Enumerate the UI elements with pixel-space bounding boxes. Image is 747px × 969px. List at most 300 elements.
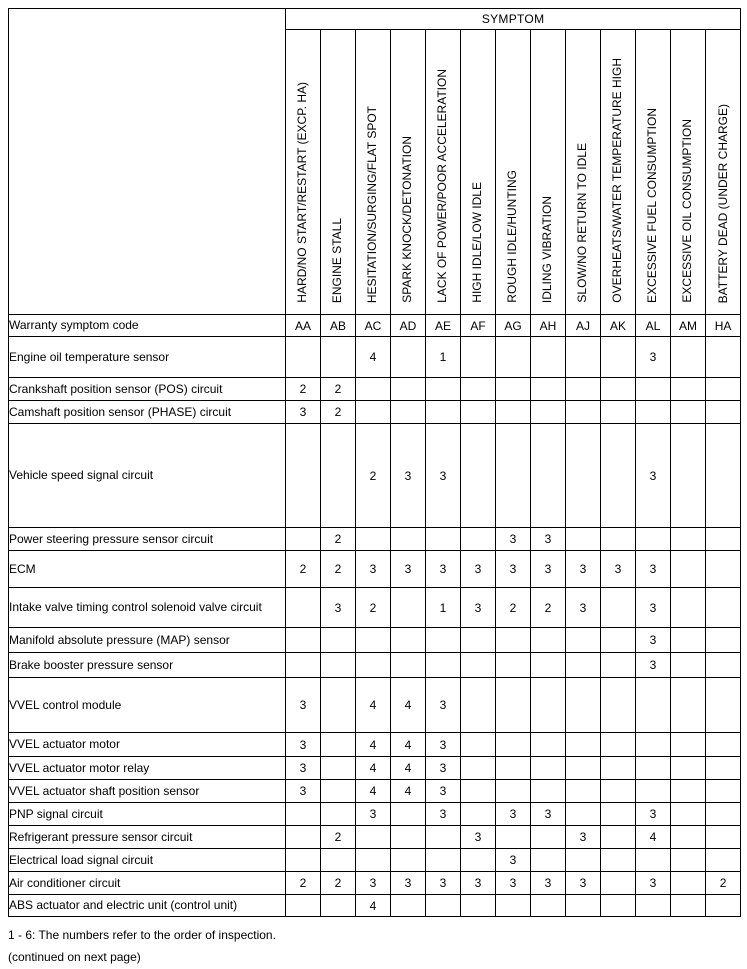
inspection-order-cell: [531, 895, 566, 917]
inspection-order-cell: [671, 757, 706, 780]
warranty-code: AL: [636, 315, 671, 337]
inspection-order-cell: 4: [391, 678, 426, 733]
inspection-order-cell: [531, 401, 566, 424]
inspection-order-cell: 3: [286, 401, 321, 424]
row-label: Air conditioner circuit: [9, 872, 286, 895]
inspection-order-cell: 3: [426, 678, 461, 733]
inspection-order-cell: [496, 757, 531, 780]
inspection-order-cell: [321, 653, 356, 678]
inspection-order-cell: [671, 803, 706, 826]
inspection-order-cell: [636, 895, 671, 917]
inspection-order-cell: [706, 895, 741, 917]
inspection-order-cell: [426, 528, 461, 551]
inspection-order-cell: [706, 757, 741, 780]
inspection-order-cell: [321, 628, 356, 653]
inspection-order-cell: [356, 528, 391, 551]
inspection-order-cell: [671, 826, 706, 849]
symptom-column-header: [426, 30, 461, 315]
inspection-order-cell: [706, 849, 741, 872]
table-row: [9, 424, 741, 528]
inspection-order-cell: [671, 678, 706, 733]
inspection-order-cell: 4: [356, 733, 391, 757]
row-label: VVEL actuator shaft position sensor: [9, 780, 286, 803]
inspection-order-cell: 2: [286, 378, 321, 401]
inspection-order-cell: 3: [286, 733, 321, 757]
inspection-order-cell: [426, 378, 461, 401]
inspection-order-cell: [531, 849, 566, 872]
inspection-order-cell: [496, 378, 531, 401]
warranty-code: AF: [461, 315, 496, 337]
inspection-order-cell: 3: [461, 872, 496, 895]
symptom-column-header: [391, 30, 426, 315]
warranty-code: HA: [706, 315, 741, 337]
inspection-order-cell: [706, 378, 741, 401]
inspection-order-cell: 3: [461, 588, 496, 628]
inspection-order-cell: 3: [636, 628, 671, 653]
inspection-order-cell: 3: [391, 872, 426, 895]
inspection-order-cell: [321, 678, 356, 733]
row-label: Electrical load signal circuit: [9, 849, 286, 872]
table-row: [9, 780, 741, 803]
inspection-order-cell: 1: [426, 588, 461, 628]
inspection-order-cell: 3: [356, 872, 391, 895]
inspection-order-cell: 3: [426, 803, 461, 826]
inspection-order-cell: [601, 628, 636, 653]
symptom-column-header: [636, 30, 671, 315]
inspection-order-cell: [706, 401, 741, 424]
inspection-order-cell: [461, 401, 496, 424]
inspection-order-cell: [356, 849, 391, 872]
inspection-order-cell: [601, 733, 636, 757]
table-row: [9, 588, 741, 628]
inspection-order-cell: 4: [391, 733, 426, 757]
inspection-order-cell: [566, 757, 601, 780]
warranty-code: AE: [426, 315, 461, 337]
warranty-code: AM: [671, 315, 706, 337]
inspection-order-cell: [671, 551, 706, 588]
row-label: Engine oil temperature sensor: [9, 337, 286, 378]
inspection-order-cell: 3: [426, 780, 461, 803]
inspection-order-cell: [636, 528, 671, 551]
row-label: Crankshaft position sensor (POS) circuit: [9, 378, 286, 401]
inspection-order-cell: [636, 733, 671, 757]
table-row: [9, 757, 741, 780]
inspection-order-cell: [601, 780, 636, 803]
inspection-order-cell: 3: [531, 551, 566, 588]
inspection-order-cell: [461, 895, 496, 917]
inspection-order-cell: [601, 895, 636, 917]
table-row: [9, 872, 741, 895]
inspection-order-cell: [671, 628, 706, 653]
table-row: [9, 378, 741, 401]
inspection-order-cell: [636, 757, 671, 780]
inspection-order-cell: [531, 780, 566, 803]
inspection-order-cell: [566, 653, 601, 678]
inspection-order-cell: [671, 733, 706, 757]
inspection-order-cell: [356, 653, 391, 678]
inspection-order-cell: 2: [321, 378, 356, 401]
inspection-order-cell: [566, 401, 601, 424]
symptom-header: SYMPTOM: [286, 9, 741, 30]
inspection-order-cell: [706, 424, 741, 528]
symptom-column-header: [671, 30, 706, 315]
inspection-order-cell: 3: [461, 551, 496, 588]
inspection-order-cell: [531, 337, 566, 378]
symptom-column-label: EXCESSIVE OIL CONSUMPTION: [680, 119, 695, 303]
inspection-order-cell: 4: [391, 757, 426, 780]
inspection-order-cell: 3: [356, 551, 391, 588]
inspection-order-cell: [566, 895, 601, 917]
inspection-order-cell: [461, 337, 496, 378]
inspection-order-cell: [566, 424, 601, 528]
inspection-order-cell: [566, 337, 601, 378]
inspection-order-cell: 3: [496, 803, 531, 826]
inspection-order-cell: [426, 826, 461, 849]
inspection-order-cell: 3: [566, 588, 601, 628]
inspection-order-cell: [391, 401, 426, 424]
inspection-order-cell: [391, 528, 426, 551]
table-row: [9, 678, 741, 733]
inspection-order-cell: [601, 653, 636, 678]
inspection-order-cell: [706, 803, 741, 826]
inspection-order-cell: [391, 337, 426, 378]
inspection-order-cell: [391, 628, 426, 653]
warranty-code: AA: [286, 315, 321, 337]
inspection-order-cell: 2: [706, 872, 741, 895]
symptom-column-label: HARD/NO START/RESTART (EXCP. HA): [295, 82, 310, 303]
inspection-order-cell: [461, 678, 496, 733]
table-row: [9, 849, 741, 872]
inspection-order-cell: [356, 628, 391, 653]
inspection-order-cell: 2: [356, 588, 391, 628]
warranty-code: AD: [391, 315, 426, 337]
inspection-order-cell: [461, 628, 496, 653]
row-label: VVEL actuator motor: [9, 733, 286, 757]
inspection-order-cell: [671, 653, 706, 678]
inspection-order-cell: 2: [286, 872, 321, 895]
inspection-order-cell: [636, 378, 671, 401]
row-label: ECM: [9, 551, 286, 588]
inspection-order-cell: 3: [636, 803, 671, 826]
inspection-order-cell: 4: [356, 678, 391, 733]
inspection-order-cell: 3: [636, 424, 671, 528]
inspection-order-cell: [566, 780, 601, 803]
inspection-order-cell: [706, 628, 741, 653]
symptom-column-label: IDLING VIBRATION: [540, 195, 555, 303]
inspection-order-cell: [496, 780, 531, 803]
inspection-order-cell: [496, 401, 531, 424]
table-row: [9, 628, 741, 653]
inspection-order-cell: [391, 653, 426, 678]
inspection-order-cell: [601, 872, 636, 895]
table-row: [9, 551, 741, 588]
inspection-order-cell: [671, 337, 706, 378]
inspection-order-cell: 4: [356, 757, 391, 780]
inspection-order-cell: [461, 733, 496, 757]
row-label: Power steering pressure sensor circuit: [9, 528, 286, 551]
inspection-order-cell: [286, 653, 321, 678]
inspection-order-cell: [601, 424, 636, 528]
inspection-order-cell: [496, 895, 531, 917]
inspection-order-cell: [321, 733, 356, 757]
table-row: [9, 401, 741, 424]
row-label: PNP signal circuit: [9, 803, 286, 826]
symptom-column-header: [461, 30, 496, 315]
inspection-order-cell: 3: [286, 780, 321, 803]
inspection-order-cell: 3: [391, 551, 426, 588]
inspection-order-cell: [601, 803, 636, 826]
inspection-order-cell: [531, 826, 566, 849]
inspection-order-cell: 4: [356, 337, 391, 378]
inspection-order-cell: [496, 678, 531, 733]
inspection-order-cell: [391, 895, 426, 917]
row-label: Intake valve timing control solenoid valve circuit: [9, 588, 286, 628]
inspection-order-cell: [391, 588, 426, 628]
inspection-order-cell: [286, 849, 321, 872]
inspection-order-cell: [706, 551, 741, 588]
table-row: [9, 803, 741, 826]
inspection-order-cell: [321, 849, 356, 872]
inspection-order-cell: [636, 849, 671, 872]
symptom-column-header: [531, 30, 566, 315]
symptom-column-label: ROUGH IDLE/HUNTING: [505, 170, 520, 303]
symptom-column-label: EXCESSIVE FUEL CONSUMPTION: [645, 108, 660, 303]
inspection-order-cell: [531, 628, 566, 653]
inspection-order-cell: 2: [531, 588, 566, 628]
symptom-column-header: [321, 30, 356, 315]
inspection-order-cell: [601, 337, 636, 378]
inspection-order-cell: 2: [321, 551, 356, 588]
table-row: [9, 528, 741, 551]
inspection-order-cell: 3: [566, 551, 601, 588]
row-label: Manifold absolute pressure (MAP) sensor: [9, 628, 286, 653]
inspection-order-cell: 3: [636, 337, 671, 378]
inspection-order-cell: [601, 678, 636, 733]
inspection-order-cell: [531, 678, 566, 733]
inspection-order-cell: 3: [636, 872, 671, 895]
inspection-order-cell: 3: [426, 872, 461, 895]
inspection-order-cell: [531, 757, 566, 780]
inspection-order-cell: 2: [321, 826, 356, 849]
inspection-order-cell: [461, 757, 496, 780]
inspection-order-cell: 3: [566, 872, 601, 895]
symptom-column-header: [566, 30, 601, 315]
symptom-column-label: BATTERY DEAD (UNDER CHARGE): [715, 103, 730, 303]
inspection-order-cell: [671, 401, 706, 424]
inspection-order-cell: [636, 401, 671, 424]
table-row: [9, 895, 741, 917]
inspection-order-cell: [671, 378, 706, 401]
inspection-order-cell: [391, 826, 426, 849]
warranty-code: AG: [496, 315, 531, 337]
inspection-order-cell: [286, 424, 321, 528]
symptom-column-header: [706, 30, 741, 315]
inspection-order-cell: [461, 780, 496, 803]
table-row: [9, 826, 741, 849]
inspection-order-cell: [671, 588, 706, 628]
inspection-order-cell: 3: [286, 678, 321, 733]
inspection-order-cell: 3: [636, 551, 671, 588]
inspection-order-cell: [496, 733, 531, 757]
inspection-order-cell: [706, 337, 741, 378]
continuation-note: (continued on next page): [8, 950, 141, 964]
row-label: Vehicle speed signal circuit: [9, 424, 286, 528]
symptom-column-label: HIGH IDLE/LOW IDLE: [470, 182, 485, 303]
inspection-order-cell: [671, 424, 706, 528]
inspection-order-cell: [461, 653, 496, 678]
inspection-order-cell: 3: [426, 733, 461, 757]
warranty-code-row: [9, 315, 741, 337]
inspection-order-cell: [531, 733, 566, 757]
inspection-order-cell: [356, 401, 391, 424]
row-label: ABS actuator and electric unit (control unit): [9, 895, 286, 917]
inspection-order-cell: [636, 780, 671, 803]
inspection-order-cell: 3: [496, 528, 531, 551]
symptom-column-label: ENGINE STALL: [330, 217, 345, 303]
inspection-order-cell: [566, 849, 601, 872]
symptom-column-label: SLOW/NO RETURN TO IDLE: [575, 143, 590, 303]
inspection-order-cell: [601, 826, 636, 849]
inspection-order-cell: [531, 424, 566, 528]
inspection-order-cell: [286, 588, 321, 628]
inspection-order-cell: 3: [461, 826, 496, 849]
inspection-order-cell: 4: [636, 826, 671, 849]
symptom-diagnosis-table: [8, 8, 741, 917]
warranty-code: AC: [356, 315, 391, 337]
warranty-code: AB: [321, 315, 356, 337]
inspection-order-cell: [566, 678, 601, 733]
inspection-order-cell: [601, 588, 636, 628]
row-label: VVEL actuator motor relay: [9, 757, 286, 780]
inspection-order-cell: 3: [391, 424, 426, 528]
inspection-order-cell: 3: [496, 849, 531, 872]
inspection-order-cell: [321, 895, 356, 917]
inspection-order-cell: [671, 895, 706, 917]
inspection-order-cell: 2: [496, 588, 531, 628]
inspection-order-cell: 2: [321, 528, 356, 551]
inspection-order-cell: [706, 653, 741, 678]
inspection-order-cell: [461, 849, 496, 872]
table-row: [9, 733, 741, 757]
inspection-order-cell: [566, 733, 601, 757]
inspection-order-cell: [566, 803, 601, 826]
inspection-order-cell: [706, 678, 741, 733]
inspection-order-cell: [496, 337, 531, 378]
symptom-column-header: [601, 30, 636, 315]
inspection-order-cell: [706, 780, 741, 803]
inspection-order-cell: [601, 849, 636, 872]
inspection-order-cell: 4: [391, 780, 426, 803]
inspection-order-cell: [461, 424, 496, 528]
inspection-order-cell: [321, 780, 356, 803]
symptom-column-label: HESITATION/SURGING/FLAT SPOT: [365, 105, 380, 303]
row-label: Brake booster pressure sensor: [9, 653, 286, 678]
inspection-order-cell: [286, 803, 321, 826]
inspection-order-cell: 3: [356, 803, 391, 826]
inspection-order-cell: [321, 337, 356, 378]
inspection-order-cell: 3: [426, 757, 461, 780]
inspection-order-cell: [671, 849, 706, 872]
inspection-order-cell: [426, 653, 461, 678]
symptom-header-row: [9, 9, 741, 30]
inspection-order-cell: 2: [356, 424, 391, 528]
inspection-order-cell: [286, 337, 321, 378]
inspection-order-cell: 3: [636, 588, 671, 628]
inspection-order-cell: [636, 678, 671, 733]
inspection-order-cell: [671, 780, 706, 803]
footnote: 1 - 6: The numbers refer to the order of inspection.: [8, 928, 276, 942]
inspection-order-cell: [496, 653, 531, 678]
inspection-order-cell: [461, 803, 496, 826]
inspection-order-cell: [356, 826, 391, 849]
inspection-order-cell: [426, 628, 461, 653]
inspection-order-cell: 3: [286, 757, 321, 780]
warranty-code: AH: [531, 315, 566, 337]
inspection-order-cell: 3: [531, 803, 566, 826]
inspection-order-cell: [496, 826, 531, 849]
inspection-order-cell: [356, 378, 391, 401]
inspection-order-cell: [671, 872, 706, 895]
inspection-order-cell: 2: [321, 872, 356, 895]
inspection-order-cell: [461, 378, 496, 401]
inspection-order-cell: [391, 849, 426, 872]
inspection-order-cell: [601, 401, 636, 424]
inspection-order-cell: [426, 849, 461, 872]
symptom-column-header: [286, 30, 321, 315]
inspection-order-cell: 3: [321, 588, 356, 628]
inspection-order-cell: [321, 757, 356, 780]
row-label: Camshaft position sensor (PHASE) circuit: [9, 401, 286, 424]
inspection-order-cell: [391, 378, 426, 401]
inspection-order-cell: 2: [286, 551, 321, 588]
inspection-order-cell: 3: [426, 424, 461, 528]
inspection-order-cell: 3: [566, 826, 601, 849]
inspection-order-cell: [531, 378, 566, 401]
inspection-order-cell: [496, 628, 531, 653]
inspection-order-cell: [566, 528, 601, 551]
warranty-code: AK: [601, 315, 636, 337]
warranty-code-row-label: Warranty symptom code: [9, 315, 286, 337]
inspection-order-cell: [531, 653, 566, 678]
inspection-order-cell: [706, 588, 741, 628]
inspection-order-cell: [286, 628, 321, 653]
row-label: VVEL control module: [9, 678, 286, 733]
inspection-order-cell: 3: [496, 872, 531, 895]
row-label: Refrigerant pressure sensor circuit: [9, 826, 286, 849]
inspection-order-cell: [566, 378, 601, 401]
inspection-order-cell: 4: [356, 895, 391, 917]
corner-cell: [9, 9, 286, 315]
inspection-order-cell: 3: [531, 872, 566, 895]
inspection-order-cell: [601, 757, 636, 780]
inspection-order-cell: [706, 528, 741, 551]
table-row: [9, 653, 741, 678]
symptom-column-header: [496, 30, 531, 315]
inspection-order-cell: 3: [601, 551, 636, 588]
table-row: [9, 337, 741, 378]
inspection-order-cell: [706, 733, 741, 757]
inspection-order-cell: [286, 895, 321, 917]
symptom-column-label: LACK OF POWER/POOR ACCELERATION: [435, 69, 450, 303]
inspection-order-cell: 3: [496, 551, 531, 588]
inspection-order-cell: [321, 803, 356, 826]
symptom-column-label: OVERHEATS/WATER TEMPERATURE HIGH: [610, 58, 625, 303]
inspection-order-cell: [671, 528, 706, 551]
inspection-order-cell: [391, 803, 426, 826]
inspection-order-cell: [426, 895, 461, 917]
inspection-order-cell: [706, 826, 741, 849]
inspection-order-cell: [496, 424, 531, 528]
